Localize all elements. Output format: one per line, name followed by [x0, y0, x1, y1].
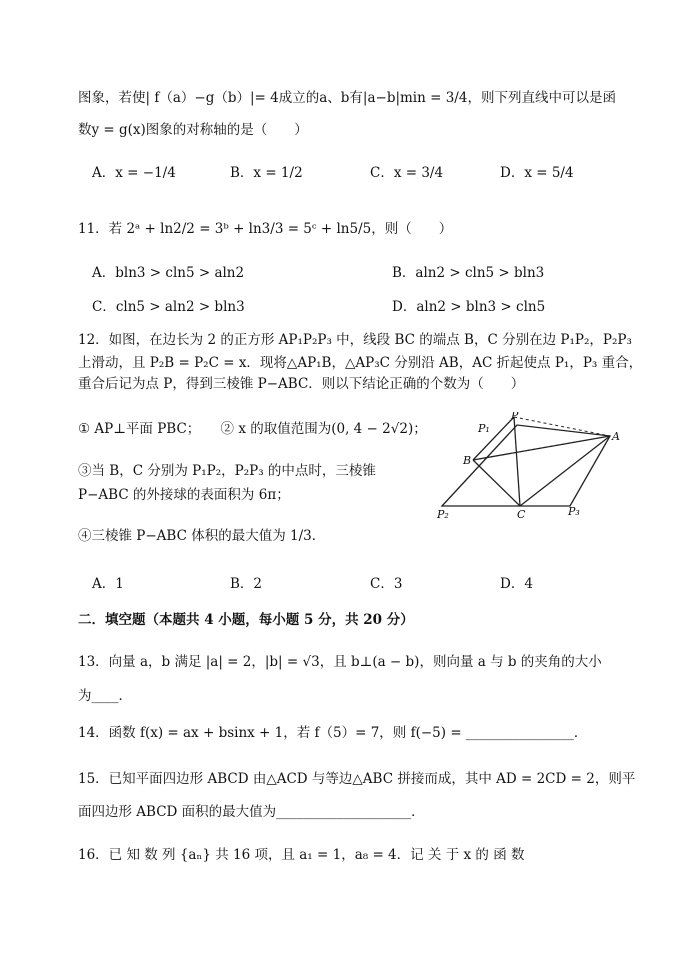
- q10-option-d: D．x = 5/4: [500, 165, 574, 181]
- q13-stem-line1: 13．向量 a，b 满足 |a| = 2，|b| = √3，且 b⊥(a − b)，则向量 a 与 b 的夹角的大小: [78, 654, 602, 670]
- q16-stem: 16．已 知 数 列 {aₙ} 共 16 项，且 a₁ = 1，a₈ = 4．记 关 于 x 的 函 数: [78, 847, 525, 863]
- q11-stem: 11．若 2ᵃ + ln2/2 = 3ᵇ + ln3/3 = 5ᶜ + ln5/5，则（ ）: [78, 221, 453, 237]
- q12-statement-3-line2: P−ABC 的外接球的表面积为 6π；: [78, 487, 290, 503]
- q12-stem-line3: 重合后记为点 P，得到三棱锥 P−ABC．则以下结论正确的个数为（ ）: [78, 376, 525, 392]
- label-p2: P₂: [437, 508, 449, 521]
- q14-stem: 14．函数 f(x) = ax + bsinx + 1，若 f（5）= 7，则 f(−5) = ________________．: [78, 725, 588, 741]
- q10-option-b: B．x = 1/2: [230, 165, 303, 181]
- q12-statement-3-line1: ③当 B，C 分别为 P₁P₂，P₂P₃ 的中点时，三棱锥: [78, 463, 376, 479]
- q10-option-a: A．x = −1/4: [92, 165, 176, 181]
- label-p: P: [511, 412, 519, 422]
- q12-statement-1-2: ① AP⊥平面 PBC； ② x 的取值范围为(0, 4 − 2√2)；: [78, 421, 427, 437]
- label-p1: P₁: [478, 422, 490, 435]
- label-p3: P₃: [568, 505, 580, 518]
- q12-option-d: D．4: [500, 576, 533, 592]
- segment-bc: [473, 460, 520, 506]
- q10-stem-line1: 图象，若使| f（a）−g（b）|= 4成立的a、b有|a−b|min = 3/4，则下列直线中可以是函: [78, 90, 616, 106]
- q11-option-d: D．aln2 > bln3 > cln5: [392, 299, 546, 315]
- segment-ca: [520, 436, 610, 506]
- q12-option-b: B．2: [230, 576, 263, 592]
- label-a: A: [612, 430, 620, 443]
- q12-stem-line1: 12．如图，在边长为 2 的正方形 AP₁P₂P₃ 中，线段 BC 的端点 B，C 分别在边 P₁P₂，P₂P₃: [78, 332, 632, 348]
- q10-option-c: C．x = 3/4: [370, 165, 444, 181]
- q12-statement-4: ④三棱锥 P−ABC 体积的最大值为 1/3．: [78, 528, 326, 544]
- pyramid-diagram: [432, 412, 638, 522]
- section-heading-fill-in: 二．填空题（本题共 4 小题，每小题 5 分，共 20 分）: [78, 612, 414, 628]
- q12-option-c: C．3: [370, 576, 403, 592]
- q15-stem-line1: 15．已知平面四边形 ABCD 由△ACD 与等边△ABC 拼接而成，其中 AD = 2CD = 2，则平: [78, 771, 636, 787]
- q11-option-c: C．cln5 > aln2 > bln3: [92, 299, 245, 315]
- label-b: B: [463, 454, 472, 467]
- q12-option-a: A．1: [92, 576, 124, 592]
- q13-stem-line2: 为____．: [78, 688, 132, 704]
- q11-option-b: B．aln2 > cln5 > bln3: [392, 265, 545, 281]
- label-c: C: [517, 508, 526, 521]
- q15-stem-line2: 面四边形 ABCD 面积的最大值为____________________．: [78, 804, 425, 820]
- q11-option-a: A．bln3 > cln5 > aln2: [92, 265, 245, 281]
- q10-stem-line2: 数y = g(x)图象的对称轴的是（ ）: [78, 122, 308, 138]
- q12-stem-line2: 上滑动，且 P₂B = P₂C = x．现将△AP₁B，△AP₃C 分别沿 AB，AC 折起使点 P₁，P₃ 重合，: [78, 355, 643, 371]
- segment-pc: [514, 417, 520, 506]
